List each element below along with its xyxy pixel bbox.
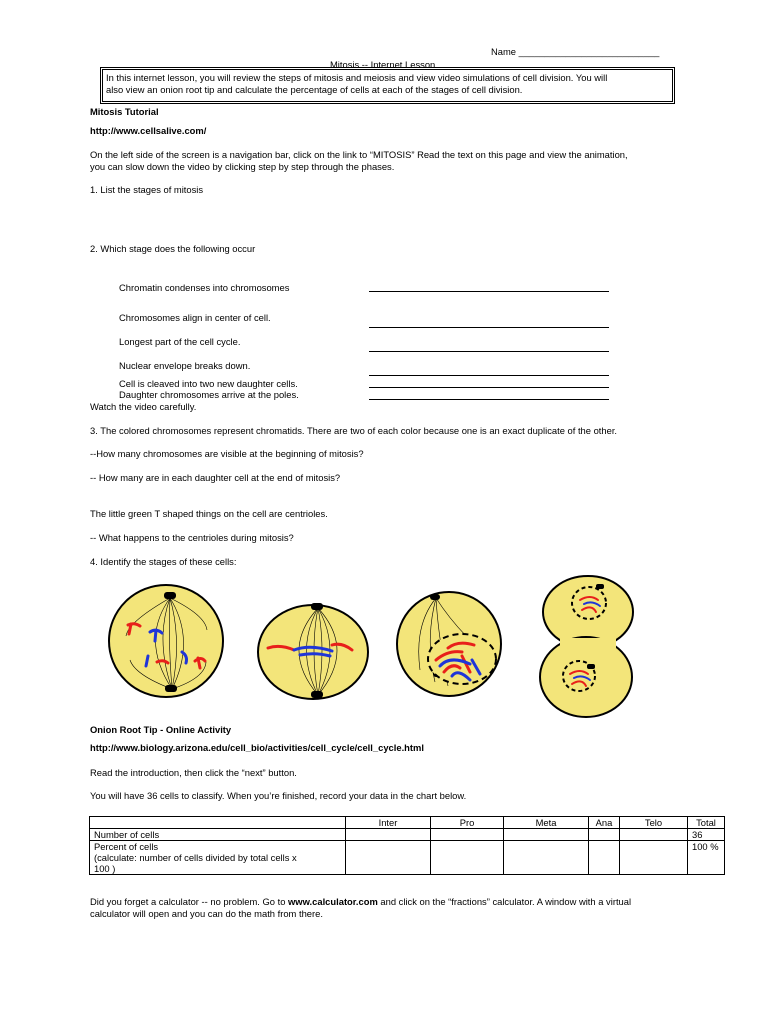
cell-2-illustration <box>258 603 368 699</box>
input-cell[interactable] <box>346 829 431 841</box>
answer-line[interactable] <box>369 375 609 376</box>
answer-line[interactable] <box>369 351 609 352</box>
question-2: 2. Which stage does the following occur <box>90 243 256 254</box>
tutorial-url: http://www.cellsalive.com/ <box>90 125 207 136</box>
question-3b: -- How many are in each daughter cell at the end of mitosis? <box>90 472 341 483</box>
name-field-label: Name ___________________________ <box>491 46 660 57</box>
calculator-note-pre: Did you forget a calculator -- no problem. Go to <box>90 896 289 907</box>
answer-line[interactable] <box>369 291 609 292</box>
onion-read-intro: Read the introduction, then click the “next” button. <box>90 767 297 778</box>
input-cell[interactable] <box>431 841 504 875</box>
row-label-percent-line-2: (calculate: number of cells divided by total cells x <box>94 852 297 863</box>
input-cell[interactable] <box>620 841 688 875</box>
q2-item-cleaved: Cell is cleaved into two new daughter cells. <box>119 378 298 389</box>
question-1: 1. List the stages of mitosis <box>90 184 204 195</box>
calculator-note-line-2: calculator will open and you can do the math from there. <box>90 908 323 919</box>
tutorial-instructions-line-2: you can slow down the video by clicking step by step through the phases. <box>90 161 395 172</box>
table-header-total: Total <box>688 817 725 829</box>
answer-line[interactable] <box>369 327 609 328</box>
q2-item-envelope: Nuclear envelope breaks down. <box>119 360 251 371</box>
q2-item-longest: Longest part of the cell cycle. <box>119 336 241 347</box>
row-total-number: 36 <box>688 829 725 841</box>
table-header-meta: Meta <box>504 817 589 829</box>
row-label-number: Number of cells <box>90 829 346 841</box>
input-cell[interactable] <box>431 829 504 841</box>
answer-line[interactable] <box>369 399 609 400</box>
cell-4-illustration <box>540 576 633 717</box>
question-3a: --How many chromosomes are visible at the beginning of mitosis? <box>90 448 364 459</box>
row-total-percent: 100 % <box>688 841 725 875</box>
table-header-inter: Inter <box>346 817 431 829</box>
calculator-note-line-1 <box>90 896 631 907</box>
page-title: Mitosis -- Internet Lesson <box>330 59 436 70</box>
onion-heading: Onion Root Tip - Online Activity <box>90 724 232 735</box>
intro-line-1: In this internet lesson, you will review the steps of mitosis and meiosis and view video simulations of cell division. You will <box>106 72 608 83</box>
table-header-telo: Telo <box>620 817 688 829</box>
q2-item-align: Chromosomes align in center of cell. <box>119 312 271 323</box>
question-4: 4. Identify the stages of these cells: <box>90 556 237 567</box>
intro-line-2: also view an onion root tip and calculate the percentage of cells at each of the stages of cell division. <box>106 84 523 95</box>
table-header-ana: Ana <box>589 817 620 829</box>
tutorial-instructions-line-1: On the left side of the screen is a navigation bar, click on the link to “MITOSIS” Read the text on this page and view the animation, <box>90 149 628 160</box>
row-label-percent-line-3: 100 ) <box>94 863 116 874</box>
input-cell[interactable] <box>504 829 589 841</box>
answer-line[interactable] <box>369 387 609 388</box>
row-label-percent-line-1: Percent of cells <box>94 841 159 852</box>
tutorial-heading: Mitosis Tutorial <box>90 106 159 117</box>
q2-item-poles: Daughter chromosomes arrive at the poles. <box>119 389 299 400</box>
question-3: 3. The colored chromosomes represent chromatids. There are two of each color because one is an exact duplicate of the other. <box>90 425 618 436</box>
centriole-note: The little green T shaped things on the cell are centrioles. <box>90 508 328 519</box>
watch-video-note: Watch the video carefully. <box>90 401 197 412</box>
onion-classify: You will have 36 cells to classify. When you’re finished, record your data in the chart below. <box>90 790 467 801</box>
calculator-note-post: and click on the “fractions” calculator. A window with a virtual <box>377 896 632 907</box>
row-label-percent <box>90 841 346 875</box>
input-cell[interactable] <box>504 841 589 875</box>
calculator-link[interactable]: www.calculator.com <box>288 896 378 907</box>
onion-url: http://www.biology.arizona.edu/cell_bio/activities/cell_cycle/cell_cycle.html <box>90 742 424 753</box>
input-cell[interactable] <box>346 841 431 875</box>
input-cell[interactable] <box>589 841 620 875</box>
cell-count-table <box>89 816 725 875</box>
cell-3-illustration <box>397 592 501 696</box>
input-cell[interactable] <box>589 829 620 841</box>
table-header-pro: Pro <box>431 817 504 829</box>
cell-1-illustration <box>109 585 223 697</box>
q2-item-chromatin: Chromatin condenses into chromosomes <box>119 282 290 293</box>
question-3c: -- What happens to the centrioles during mitosis? <box>90 532 294 543</box>
table-header-blank <box>90 817 346 829</box>
intro-text <box>106 72 666 96</box>
input-cell[interactable] <box>620 829 688 841</box>
